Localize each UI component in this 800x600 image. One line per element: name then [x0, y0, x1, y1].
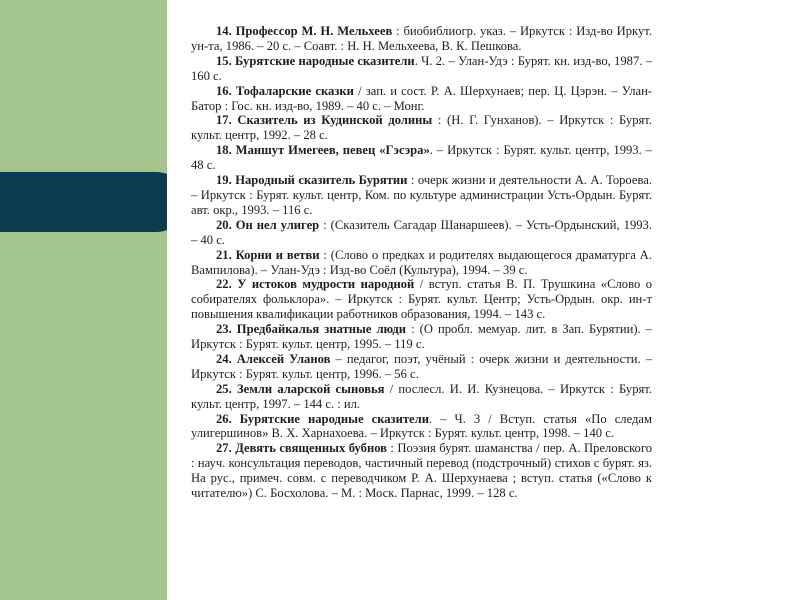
bibliography-entry	[191, 412, 652, 442]
entry-text: : (О пробл. мемуар. лит. в Зап. Бурятии). – Иркутск : Бурят. культ. центр, 1995. – 119 с.	[191, 322, 652, 352]
entry-title: 26. Бурятские народные сказители	[216, 411, 429, 426]
entry-text: : (Слово о предках и родителях выдающегося драматурга А. Вампилова). – Улан-Удэ : Изд-во Соёл (Культура), 1994. – 39 с.	[191, 247, 652, 277]
entry-text: / зап. и сост. Р. А. Шерхунаев; пер. Ц. Цэрэн. – Улан-Батор : Гос. кн. изд-во, 1989. – 40 с. – Монг.	[191, 83, 652, 113]
entry-text: : Поэзия бурят. шаманства / пер. А. Преловского : науч. консультация переводов, частичный перевод (подстрочный) стихов с бурят. яз. На рус., примеч. совм. с переводчиком Р. А. Шерхунаева ; вступ. статья («Слово к читателю») С. Босхолова. – М. : Моск. Парнас, 1999. – 128 с.	[191, 441, 652, 501]
bibliography-entry	[191, 277, 652, 322]
entry-title: 23. Предбайкалья знатные люди	[216, 322, 407, 337]
entry-title: 17. Сказитель из Кудинской долины	[216, 113, 433, 128]
entry-title: 25. Земли аларской сыновья	[216, 381, 385, 396]
bibliography-entry	[191, 143, 652, 173]
bibliography-entry	[191, 173, 652, 218]
entry-title: 24. Алексей Уланов	[216, 351, 331, 366]
entry-title: 19. Народный сказитель Бурятии	[216, 173, 408, 188]
entry-title: 21. Корни и ветви	[216, 247, 320, 262]
bibliography-entry	[191, 54, 652, 84]
entry-text: : (Н. Г. Гунханов). – Иркутск : Бурят. культ. центр, 1992. – 28 с.	[191, 113, 652, 143]
entry-text: / вступ. статья В. П. Трушкина «Слово о собирателях фольклора». – Иркутск : Бурят. культ. Центр; Усть-Ордын. окр. ин-т повышения квалификации работников образования, 1994. – 143 с.	[191, 277, 652, 322]
bibliography-entry	[191, 248, 652, 278]
entry-text: . – Иркутск : Бурят. культ. центр, 1993. – 48 с.	[191, 143, 652, 173]
entry-text: – педагог, поэт, учёный : очерк жизни и деятельности. – Иркутск : Бурят. культ. центр, 1996. – 56 с.	[191, 351, 652, 381]
entry-text: : очерк жизни и деятельности А. А. Тороева. – Иркутск : Бурят. культ. центр, Ком. по культуре администрации Усть-Ордын. Бурят. авт. окр., 1993. – 116 с.	[191, 173, 652, 217]
entry-title: 27. Девять священных бубнов	[216, 441, 387, 456]
entry-title: 16. Тофаларские сказки	[216, 83, 354, 98]
entry-text: : (Сказитель Сагадар Шанаршеев). – Усть-Ордынский, 1993. – 40 с.	[191, 217, 652, 247]
entry-text: . Ч. 2. – Улан-Удэ : Бурят. кн. изд-во, 1987. – 160 с.	[191, 53, 652, 83]
bibliography-entry	[191, 113, 652, 143]
bibliography-entry	[191, 84, 652, 114]
entry-text: / послесл. И. И. Кузнецова. – Иркутск : Бурят. культ. центр, 1997. – 144 с. : ил.	[191, 381, 652, 411]
entry-title: 20. Он нел улигер	[216, 217, 320, 232]
entry-title: 15. Бурятские народные сказители	[216, 53, 415, 68]
bibliography-list	[191, 24, 652, 501]
entry-title: 22. У истоков мудрости народной	[216, 277, 415, 292]
bibliography-entry	[191, 352, 652, 382]
entry-title: 18. Маншут Имегеев, певец «Гэсэра»	[216, 143, 430, 158]
bibliography-entry	[191, 24, 652, 54]
entry-title: 14. Профессор М. Н. Мельхеев	[216, 24, 393, 38]
entry-text: : биобиблиогр. указ. – Иркутск : Изд-во Иркут. ун-та, 1986. – 20 с. – Соавт. : Н. Н. Мельхеева, В. К. Пешкова.	[191, 24, 652, 53]
navy-accent-bar	[0, 172, 186, 232]
bibliography-entry	[191, 382, 652, 412]
bibliography-entry	[191, 218, 652, 248]
bibliography-entry	[191, 441, 652, 501]
green-side-panel	[0, 0, 167, 600]
entry-text: . – Ч. 3 / Вступ. статья «По следам улигершинов» В. Х. Харнахоева. – Иркутск : Бурят. культ. центр, 1998. – 140 с.	[191, 411, 652, 441]
bibliography-entry	[191, 322, 652, 352]
